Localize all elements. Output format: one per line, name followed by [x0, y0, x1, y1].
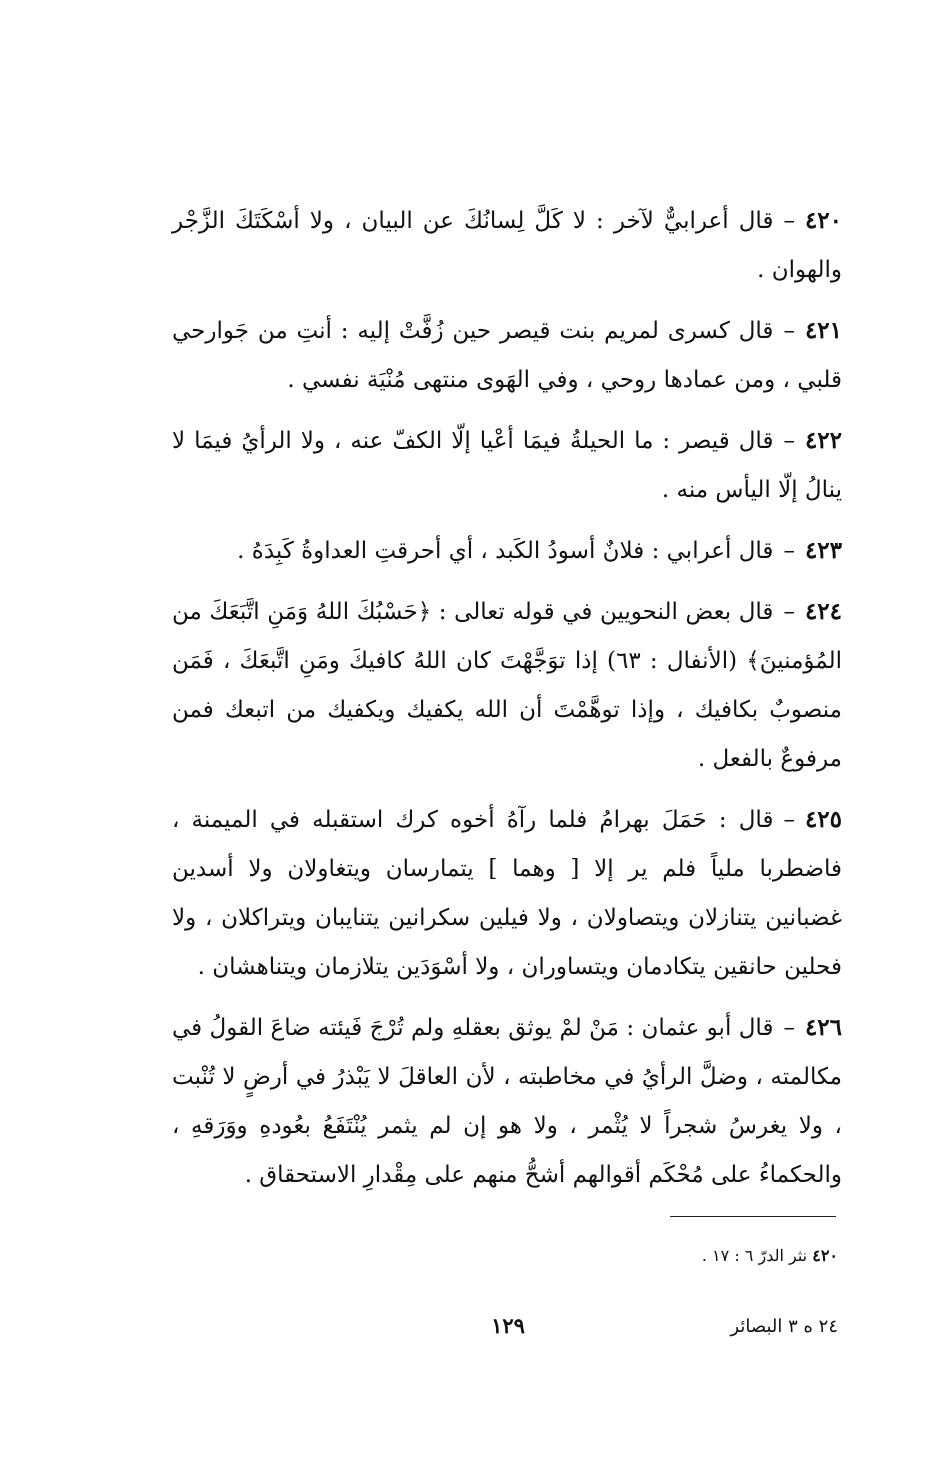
entry-text: قال قيصر : ما الحيلةُ فيمَا أعْيا إلّا الكفّ عنه ، ولا الرأيُ فيمَا لا ينالُ إلّا اليأس منه .	[172, 428, 842, 503]
entry-number: ٤٢٥	[804, 806, 842, 833]
entry-number: ٤٢٣	[804, 537, 842, 564]
footnote-number: ٤٢٠	[812, 1246, 838, 1265]
entry-425	[172, 795, 842, 992]
entry-number: ٤٢٢	[804, 427, 842, 454]
entries-list	[172, 196, 842, 1211]
entry-text: قال أبو عثمان : مَنْ لمْ يوثق بعقلهِ ولم تُرْجَ فَيئته ضاعَ القولُ في مكالمته ، وضلَّ الرأيُ في مخاطبته ، لأن العاقلَ لا يَبْذرُ في أرضٍ لا تُنْبت ، ولا يغرسُ شجراً لا يُثْمر ، ولا هو إن لم يثمر يُنْتَفَعُ بعُودهِ ووَرَقهِ ، والحكماءُ على مُحْكَم أقوالهم أشحُّ منهم على مِقْدارِ الاستحقاق .	[172, 1015, 842, 1188]
entry-number: ٤٢٠	[804, 207, 842, 234]
entry-number: ٤٢١	[804, 317, 842, 344]
printer-signature: ٢٤ ه ٣ البصائر	[730, 1316, 838, 1337]
entry-423	[172, 526, 842, 576]
entry-text: قال أعرابيٌّ لآخر : لا كَلَّ لِسانُكَ عن البيان ، ولا أسْكَتَكَ الزَّجْر والهوان .	[172, 208, 842, 283]
page-number: ١٢٩	[491, 1313, 525, 1338]
entry-text: قال كسرى لمريم بنت قيصر حين زُفَّتْ إليه : أنتِ من جَوارحي قلبي ، ومن عمادها روحي ، وفي الهَوى منتهى مُنْيَة نفسي .	[172, 318, 842, 393]
entry-dash: –	[783, 1015, 795, 1041]
entry-dash: –	[783, 807, 795, 833]
footnote-text: نثر الدرّ ٦ : ١٧ .	[701, 1246, 808, 1265]
entry-dash: –	[783, 599, 795, 625]
footnote-divider	[670, 1216, 836, 1217]
entry-number: ٤٢٦	[804, 1014, 842, 1041]
entry-420	[172, 196, 842, 295]
entry-426	[172, 1003, 842, 1200]
entry-dash: –	[783, 318, 795, 344]
entry-text: قال أعرابي : فلانٌ أسودُ الكَبد ، أي أحرقتِ العداوةُ كَبِدَهُ .	[237, 538, 774, 564]
footnote	[702, 1246, 838, 1265]
entry-422	[172, 416, 842, 515]
entry-421	[172, 306, 842, 405]
entry-424	[172, 587, 842, 784]
entry-number: ٤٢٤	[804, 598, 842, 625]
entry-dash: –	[783, 208, 795, 234]
entry-dash: –	[783, 538, 795, 564]
entry-dash: –	[783, 428, 795, 454]
entry-text: قال : حَمَلَ بهرامُ فلما رآهُ أخوه كرك استقبله في الميمنة ، فاضطربا ملياً فلم ير إلا [ وهما ] يتمارسان ويتغاولان ولا أسدين غضبانين يتنازلان ويتصاولان ، ولا فيلين سكرانين يتنايبان ويتراكلان ، ولا فحلين حانقين يتكادمان ويتساوران ، ولا أسْوَدَين يتلازمان ويتناهشان .	[172, 807, 842, 980]
entry-text: قال بعض النحويين في قوله تعالى : ﴿حَسْبُكَ اللهُ وَمَنِ اتَّبَعَكَ من المُؤمنينَ﴾ (الأنفال : ٦٣) إذا توَجَّهْتَ كان اللهُ كافيكَ ومَنِ اتَّبعَكَ ، فَمَن منصوبٌ بكافيك ، وإذا توهَّمْتَ أن الله يكفيك ويكفيك من اتبعك فمن مرفوعٌ بالفعل .	[172, 599, 842, 772]
